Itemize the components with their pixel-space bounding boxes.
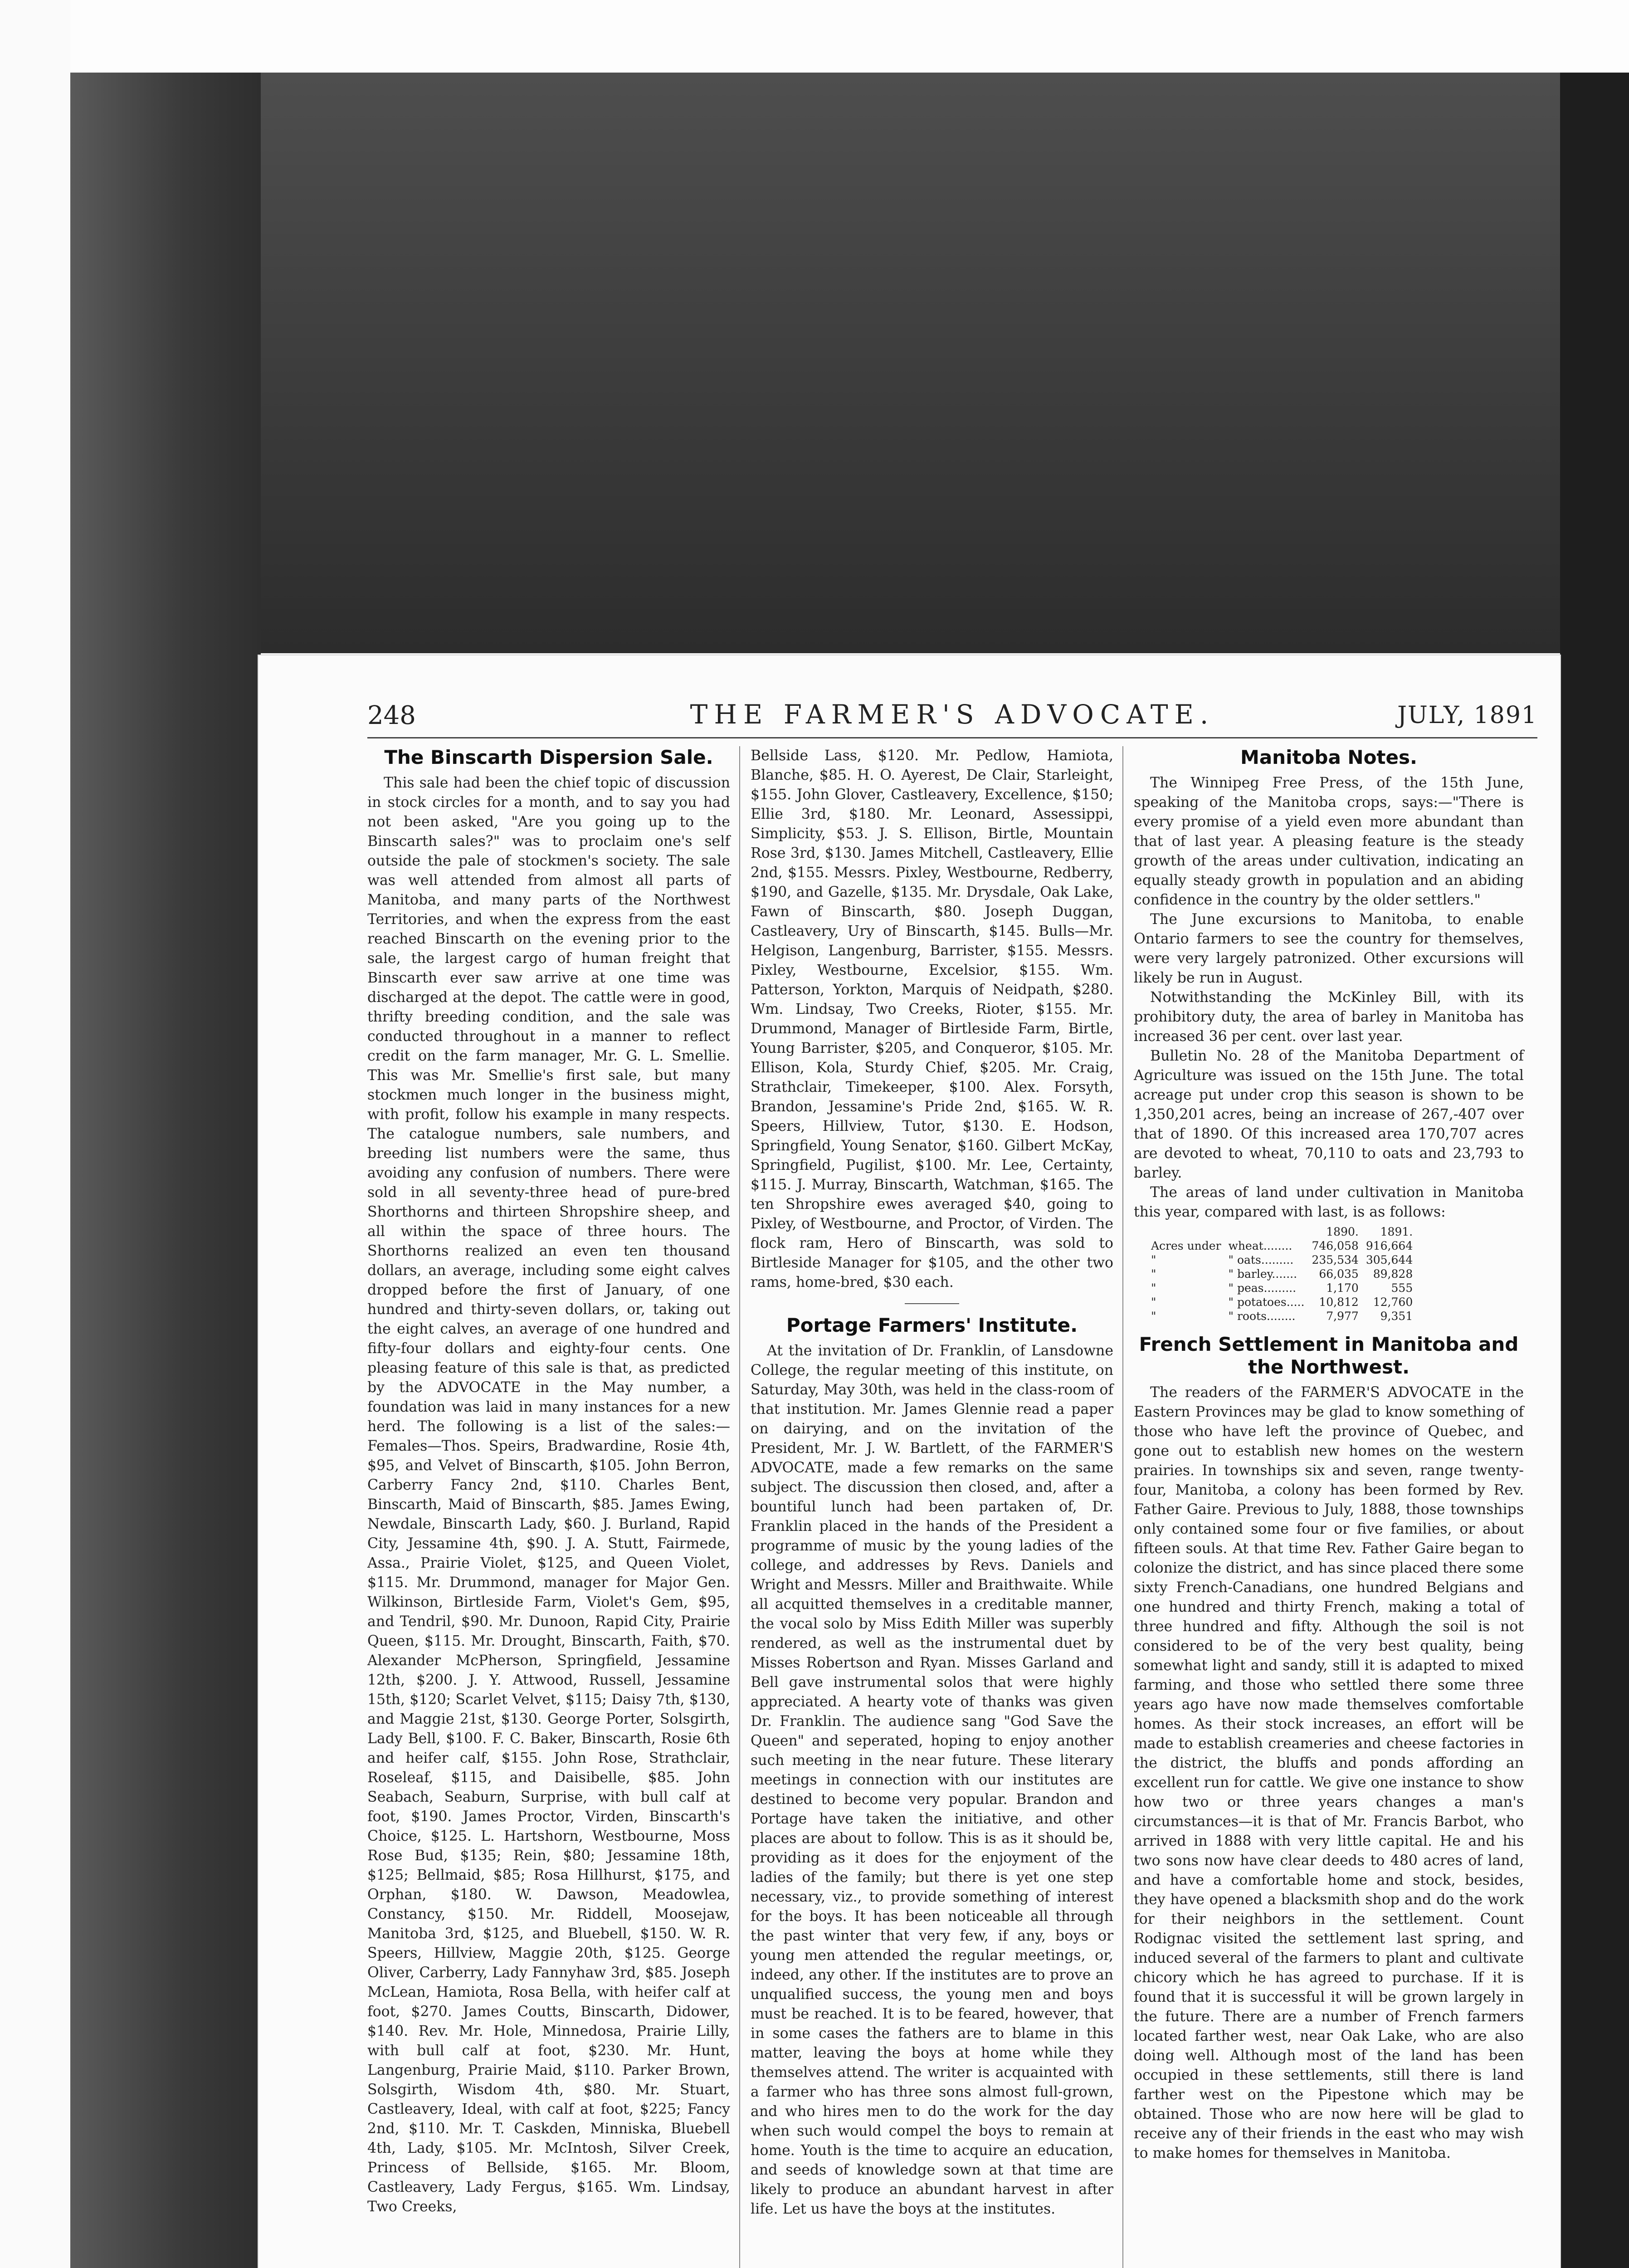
dark-backing-top: [70, 73, 1629, 653]
table-header-cell: 1891.: [1380, 1225, 1413, 1238]
article-paragraph: This sale had been the chief topic of discussion in stock circles for a month, and to say you had not been asked, "Are you going up to the Binscarth sales?" was to proclaim one's self outside the pale of stockmen's society. The sale was well attended from almost all parts of Manitoba, and many parts of the Northwest Territories, and when the express from the east reached Binscarth on the evening prior to the sale, the largest cargo of human freight that Binscarth ever saw arrive at one time was discharged at the depot. The cattle were in good, thrifty breeding condition, and the sale was conducted throughout in a manner to reflect credit on the farm manager, Mr. G. L. Smellie. This was Mr. Smellie's first sale, but many stockmen much longer in the business might, with profit, follow his example in many respects. The catalogue numbers, sale numbers, and breeding list numbers were the same, thus avoiding any confusion of numbers. There were sold in all seventy-three head of pure-bred Shorthorns and thirteen Shropshire sheep, and all within the space of three hours. The Shorthorns realized an even ten thousand dollars, an average, including some eight calves dropped before the first of January, of one hundred and thirty-seven dollars, or, taking out the eight calves, an average of one hundred and fifty-four dollars and eighty-four cents. One pleasing feature of this sale is that, as predicted by the ADVOCATE in the May number, a foundation was laid in many instances for a new herd. The following is a list of the sales:—Females—Thos. Speirs, Bradwardine, Rosie 4th, $95, and Velvet of Binscarth, $105. John Berron, Carberry Fancy 2nd, $110. Charles Bent, Binscarth, Maid of Binscarth, $85. James Ewing, Newdale, Binscarth Lady, $60. J. Burland, Rapid City, Jessamine 4th, $90. J. A. Stutt, Fairmede, Assa., Prairie Violet, $125, and Queen Violet, $115. Mr. Drummond, manager for Major Gen. Wilkinson, Birtleside Farm, Violet's Gem, $95, and Tendril, $90. Mr. Dunoon, Rapid City, Prairie Queen, $115. Mr. Drought, Binscarth, Faith, $70. Alexander McPherson, Springfield, Jessamine 12th, $200. J. Y. Attwood, Russell, Jessamine 15th, $120; Scarlet Velvet, $115; Daisy 7th, $130, and Maggie 21st, $130. George Porter, Solsgirth, Lady Bell, $100. F. C. Baker, Binscarth, Rosie 6th and heifer calf, $155. John Rose, Strathclair, Roseleaf, $115, and Daisibelle, $85. John Seabach, Seaburn, Surprise, with bull calf at foot, $190. James Proctor, Virden, Binscarth's Choice, $125. L. Hartshorn, Westbourne, Moss Rose Bud, $135; Rein, $80; Jessamine 18th, $125; Bellmaid, $85; Rosa Hillhurst, $175, and Orphan, $180. W. Dawson, Meadowlea, Constancy, $150. Mr. Riddell, Moosejaw, Manitoba 3rd, $125, and Bluebell, $150. W. R. Speers, Hillview, Maggie 20th, $125. George Oliver, Carberry, Lady Fannyhaw 3rd, $85. Joseph McLean, Hamiota, Rosa Bella, with heifer calf at foot, $270. James Coutts, Binscarth, Didower, $140. Rev. Mr. Hole, Minnedosa, Prairie Lilly, with bull calf at foot, $230. Mr. Hunt, Langenburg, Prairie Maid, $110. Parker Brown, Solsgirth, Wisdom 4th, $80. Mr. Stuart, Castleavery, Ideal, with calf at foot, $225; Fancy 2nd, $110. Mr. T. Caskden, Minniska, Bluebell 4th, Lady, $105. Mr. McIntosh, Silver Creek, Princess of Bellside, $165. Mr. Bloom, Castleavery, Lady Fergus, $165. Wm. Lindsay, Two Creeks,: [367, 775, 730, 2215]
article-paragraph: The areas of land under cultivation in Manitoba this year, compared with last, is as follows:: [1134, 1184, 1524, 1220]
page-number: 248: [367, 701, 416, 730]
table-row: [1147, 1281, 1416, 1295]
article-paragraph: Bulletin No. 28 of the Manitoba Department of Agriculture was issued on the 15th June. The total acreage put under crop this season is shown to be 1,350,201 acres, being an increase of 267,-407 over that of 1890. Of this increased area 170,707 acres are devoted to wheat, 70,110 to oats and 23,793 to barley.: [1134, 1048, 1524, 1181]
article-title-binscarth: The Binscarth Dispersion Sale.: [384, 746, 713, 768]
table-cell: ": [1151, 1281, 1156, 1295]
article-divider: [905, 1303, 959, 1304]
article-paragraph: At the invitation of Dr. Franklin, of Lansdowne College, the regular meeting of this institute, on Saturday, May 30th, was held in the class-room of that institution. Mr. James Glennie read a paper on dairying, and on the invitation of the President, Mr. J. W. Bartlett, of the FARMER'S ADVOCATE, made a few remarks on the same subject. The discussion then closed, and, after a bountiful lunch had been partaken of, Dr. Franklin placed in the hands of the President a programme of music by the young ladies of the college, and addresses by Revs. Daniels and Wright and Messrs. Miller and Braithwaite. While all acquitted themselves in a creditable manner, the vocal solo by Miss Edith Miller was superbly rendered, as well as the instrumental duet by Misses Robertson and Ryan. Misses Garland and Bell gave instrumental solos that were highly appreciated. A hearty vote of thanks was given Dr. Franklin. The audience sang "God Save the Queen" and seperated, hoping to enjoy another such meeting in the near future. These literary meetings in connection with our institutes are destined to become very popular. Brandon and Portage have taken the initiative, and other places are about to follow. This is as it should be, providing as it does for the enjoyment of the ladies of the family; but there is yet one step necessary, viz., to provide something of interest for the boys. It has been noticeable all through the past winter that very few, if any, boys or young men attended the regular meetings, or, indeed, any other. If the institutes are to prove an unqualified success, the young men and boys must be reached. It is to be feared, however, that in some cases the fathers are to blame in this matter, leaving the boys at home while they themselves attend. The writer is acquainted with a farmer who has three sons almost full-grown, and who hires men to do the work for the day when such would compel the boys to remain at home. Youth is the time to acquire an education, and seeds of knowledge sown at that time are likely to produce an abundant harvest in after life. Let us have the boys at the institutes.: [751, 1343, 1113, 2217]
table-header-cell: 1890.: [1326, 1225, 1359, 1238]
table-cell: 305,644: [1366, 1253, 1413, 1266]
table-cell: 12,760: [1373, 1295, 1413, 1309]
masthead: THE FARMER'S ADVOCATE.: [690, 699, 1215, 730]
column-rule: [739, 746, 740, 2268]
article-paragraph: Bellside Lass, $120. Mr. Pedlow, Hamiota, Blanche, $85. H. O. Ayerest, De Clair, Starleight, $155. John Glover, Castleavery, Excellence, $150; Ellie 3rd, $180. Mr. Leonard, Assessippi, Simplicity, $53. J. S. Ellison, Birtle, Mountain Rose 3rd, $130. James Mitchell, Castleavery, Ellie 2nd, $155. Messrs. Pixley, Westbourne, Redberry, $190, and Gazelle, $135. Mr. Drysdale, Oak Lake, Fawn of Binscarth, $80. Joseph Duggan, Castleavery, Ury of Binscarth, $145. Bulls—Mr. Helgison, Langenburg, Barrister, $155. Messrs. Pixley, Westbourne, Excelsior, $155. Wm. Patterson, Yorkton, Marquis of Neidpath, $280. Wm. Lindsay, Two Creeks, Rioter, $155. Mr. Drummond, Manager of Birtleside Farm, Birtle, Young Barrister, $205, and Conqueror, $105. Mr. Ellison, Kola, Sturdy Chief, $205. Mr. Craig, Strathclair, Timekeeper, $100. Alex. Forsyth, Brandon, Jessamine's Pride 2nd, $165. W. R. Speers, Hillview, Tutor, $130. E. Hodson, Springfield, Young Senator, $160. Gilbert McKay, Springfield, Pugilist, $100. Mr. Lee, Certainty, $115. J. Murray, Binscarth, Watchman, $165. The ten Shropshire ewes averaged $40, going to Pixley, of Westbourne, and Proctor, of Virden. The flock ram, Hero of Binscarth, was sold to Birtleside Manager for $105, and the other two rams, home-bred, $30 each.: [751, 748, 1113, 1290]
column-1: [367, 746, 730, 2268]
table-cell: " oats.........: [1228, 1253, 1294, 1266]
article-paragraph: The readers of the FARMER'S ADVOCATE in the Eastern Provinces may be glad to know something of those who have left the province of Quebec, and gone out to establish new homes on the western prairies. In townships six and seven, range twenty-four, Manitoba, a colony has been formed by Rev. Father Gaire. Previous to July, 1888, those townships only contained some four or five families, or about fifteen souls. At that time Rev. Father Gaire began to colonize the district, and has since placed there some sixty French-Canadians, one hundred Belgians and one hundred and thirty French, making a total of three hundred and fifty. Although the soil is not considered to be of the very best quality, being somewhat light and sandy, still it is adapted to mixed farming, and those who settled there some three years ago have now made themselves comfortable homes. As their stock increases, an effort will be made to establish creameries and cheese factories in the district, the bluffs and ponds affording an excellent run for cattle. We give one instance to show how two or three years changes a man's circumstances—it is that of Mr. Francis Barbot, who arrived in 1888 with very little capital. He and his two sons now have clear deeds to 480 acres of land, and have a comfortable home and stock, besides, they have opened a blacksmith shop and do the work for their neighbors in the settlement. Count Rodignac visited the settlement last spring, and induced several of the farmers to plant and cultivate chicory which he has agreed to purchase. If it is found that it is successful it will be grown largely in the future. There are a number of French farmers located farther west, near Oak Lake, who are also doing well. Although most of the land has been occupied in these settlements, still there is land farther west on the Pipestone which may be obtained. Those who are now here will be glad to receive any of their friends in the east who may wish to make homes for themselves in Manitoba.: [1134, 1384, 1524, 2161]
article-title-manitoba: Manitoba Notes.: [1240, 746, 1417, 768]
scan-left-margin: [0, 0, 70, 2268]
issue-date: JULY, 1891: [1397, 702, 1537, 729]
table-cell: wheat........: [1228, 1239, 1292, 1252]
table-cell: 555: [1391, 1281, 1413, 1295]
acreage-table: [1147, 1225, 1416, 1323]
dark-backing-left: [70, 73, 261, 2268]
table-cell: 66,035: [1319, 1267, 1359, 1281]
column-2: [751, 746, 1113, 2268]
table-row: [1147, 1239, 1416, 1253]
table-cell: " peas.........: [1228, 1281, 1297, 1295]
table-cell: 9,351: [1380, 1310, 1413, 1323]
table-row: [1147, 1253, 1416, 1267]
table-row: [1147, 1309, 1416, 1323]
newspaper-page: [258, 655, 1560, 2268]
article-paragraph: Notwithstanding the McKinley Bill, with its prohibitory duty, the area of barley in Manitoba has increased 36 per cent. over last year.: [1134, 989, 1524, 1045]
table-header-cell: [1225, 1225, 1308, 1239]
table-row: [1147, 1295, 1416, 1309]
column-3: [1134, 746, 1524, 2268]
table-cell: 916,664: [1366, 1239, 1413, 1252]
article-title-french-settlement: French Settlement in Manitoba and the Northwest.: [1139, 1333, 1519, 1378]
table-cell: ": [1151, 1295, 1156, 1309]
table-cell: 7,977: [1326, 1310, 1359, 1323]
table-cell: Acres under: [1151, 1239, 1221, 1252]
column-rule: [1122, 746, 1123, 2268]
table-cell: 10,812: [1319, 1295, 1359, 1309]
table-cell: " roots........: [1228, 1310, 1296, 1323]
article-paragraph: The Winnipeg Free Press, of the 15th June, speaking of the Manitoba crops, says:—"There is every promise of a yield even more abundant than that of last year. A pleasing feature is the steady growth of the areas under cultivation, indicating an equally steady growth in population and an abiding confidence in the country by the older settlers.": [1134, 775, 1524, 908]
table-cell: ": [1151, 1267, 1156, 1281]
dark-backing-right: [1560, 73, 1629, 2268]
table-header-cell: [1147, 1225, 1225, 1239]
table-cell: " potatoes.....: [1228, 1295, 1305, 1309]
table-cell: 89,828: [1373, 1267, 1413, 1281]
article-paragraph: The June excursions to Manitoba, to enable Ontario farmers to see the country for themselves, were very largely patronized. Other excursions will likely be run in August.: [1134, 911, 1524, 986]
table-header-row: [1147, 1225, 1416, 1239]
article-title-portage: Portage Farmers' Institute.: [786, 1314, 1078, 1336]
table-row: [1147, 1267, 1416, 1281]
table-cell: 235,534: [1312, 1253, 1359, 1266]
running-head: [367, 696, 1537, 738]
table-cell: " barley.......: [1228, 1267, 1297, 1281]
table-cell: 746,058: [1312, 1239, 1359, 1252]
table-cell: ": [1151, 1310, 1156, 1323]
table-cell: ": [1151, 1253, 1156, 1266]
scan-top-margin: [0, 0, 1629, 77]
table-cell: 1,170: [1326, 1281, 1359, 1295]
